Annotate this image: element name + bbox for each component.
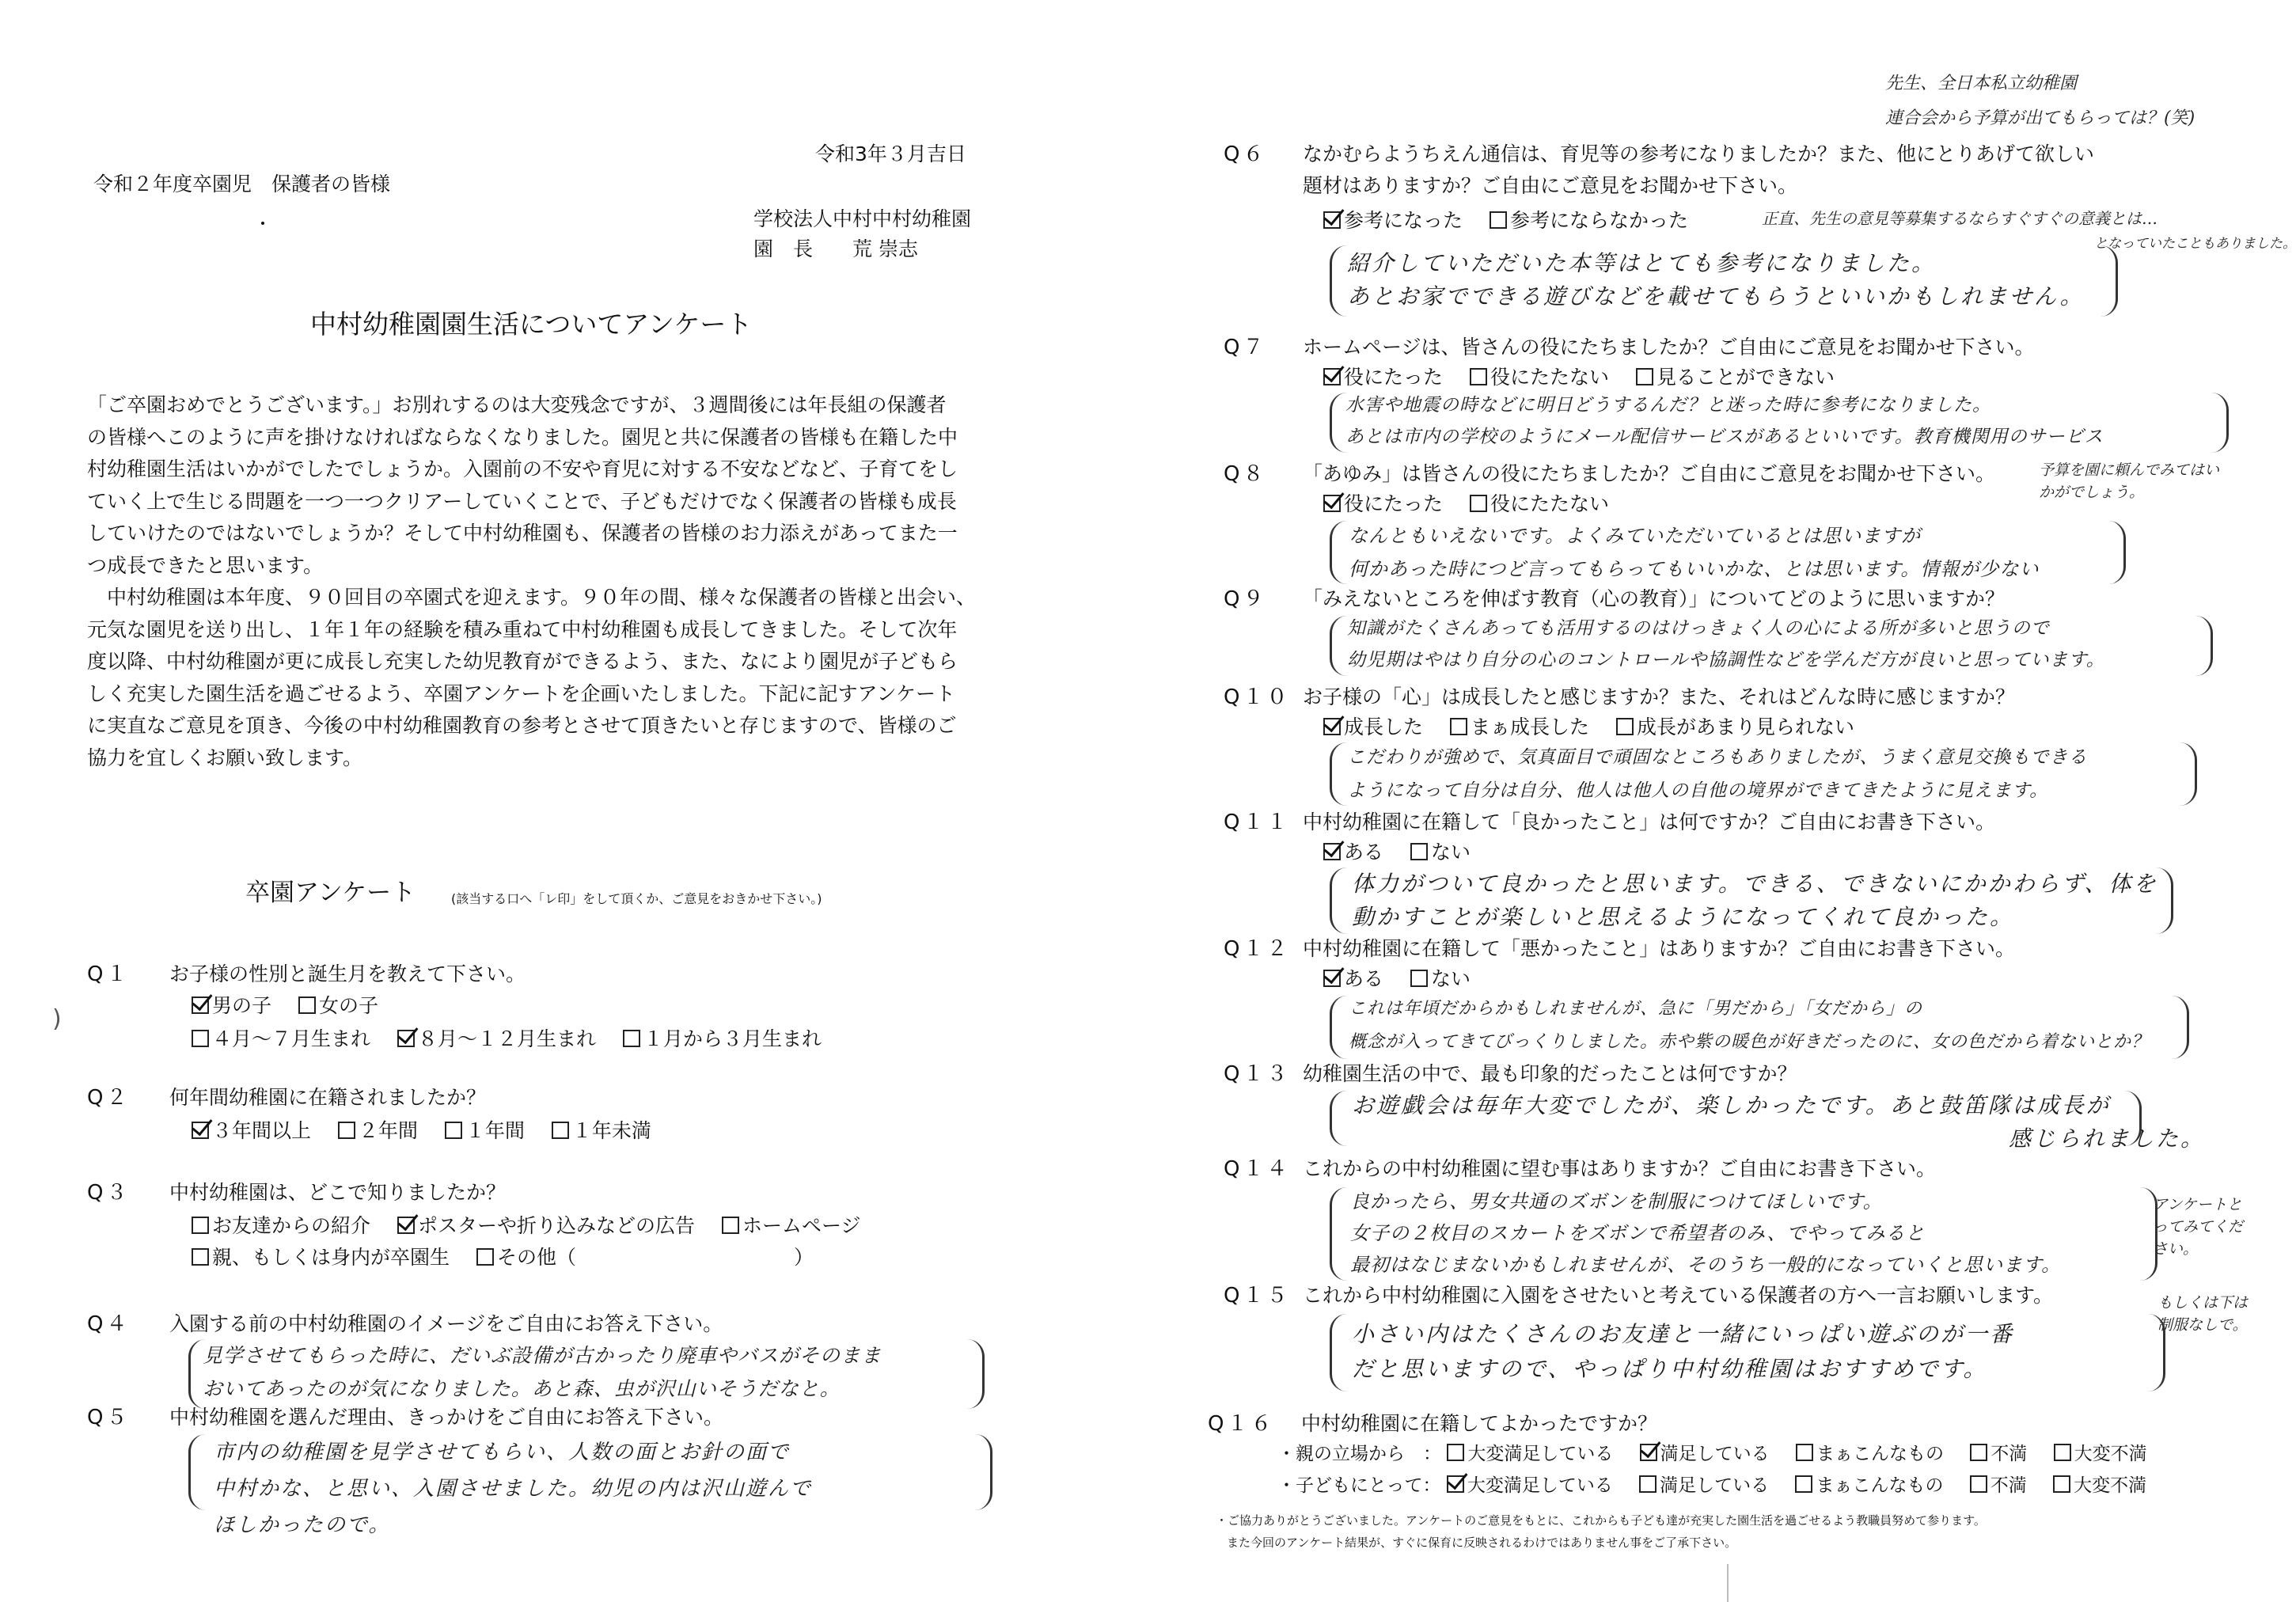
checkbox[interactable]: [1616, 718, 1634, 735]
checkbox[interactable]: [722, 1217, 739, 1234]
q10-answer: こだわりが強めで、気真面目で頑固なところもありましたが、うまく意見交換もできる ようになって自分は自分、他人は他人の自他の境界ができてきたように見えます。: [1347, 747, 2088, 801]
checked-checkbox[interactable]: [1323, 368, 1341, 385]
q16-parent-label: ・親の立場から ：: [1277, 1444, 1441, 1464]
q7-number: Q７: [1224, 336, 1267, 359]
top-handwritten-note: 先生、全日本私立幼稚園 連合会から予算が出てもらっては？(笑): [1885, 74, 2195, 128]
principal: 園 長 荒 崇志: [753, 237, 918, 260]
q8-option[interactable]: 役にたった: [1323, 492, 1443, 516]
answer-line: 見学させてもらった時に、だいぶ設備が古かったり廃車やバスがそのまま: [203, 1344, 882, 1367]
q6-option[interactable]: 参考になった: [1323, 209, 1463, 233]
scan-speck: [261, 222, 264, 225]
q16-child-row: [1277, 1475, 2167, 1498]
q14-question: これからの中村幼稚園に望む事はありますか？ご自由にお書き下さい。: [1303, 1157, 1937, 1180]
q2-option[interactable]: １年間: [445, 1119, 525, 1143]
checked-checkbox[interactable]: [1323, 211, 1341, 229]
q10-question: お子様の「心」は成長したと感じますか？また、それはどんな時に感じますか？: [1303, 685, 2016, 708]
q10-number: Q１０: [1224, 685, 1291, 709]
q5-answer: [214, 1434, 812, 1543]
q13-question: 幼稚園生活の中で、最も印象的だったことは何ですか？: [1303, 1062, 1797, 1085]
checkbox[interactable]: [476, 1248, 494, 1266]
answer-line: ほしかったので。: [214, 1513, 391, 1537]
q6-options: [1323, 209, 1709, 233]
q8-options: [1323, 492, 1630, 516]
q13-answer: お遊戯会は毎年大変でしたが、楽しかったです。あと鼓笛隊は成長が 感じられました。: [1352, 1092, 2206, 1152]
checked-checkbox[interactable]: [1323, 843, 1341, 860]
q16-option[interactable]: まぁこんなもの: [1795, 1475, 1943, 1498]
q11-option[interactable]: ない: [1410, 841, 1471, 864]
left-page: [0, 0, 1137, 1602]
q15-question: これから中村幼稚園に入園をさせたいと考えている保護者の方へ一言お願いします。: [1303, 1284, 2054, 1307]
q7-option[interactable]: 役にたたない: [1470, 366, 1609, 389]
q10-option[interactable]: まぁ成長した: [1450, 716, 1589, 739]
checkbox[interactable]: [1470, 495, 1487, 512]
checkbox[interactable]: [192, 1030, 209, 1047]
checkbox[interactable]: [1410, 843, 1428, 860]
footer-note-2: また今回のアンケート結果が、すぐに保育に反映されるわけではありません事をご了承下さい。: [1227, 1536, 1737, 1550]
intro-line: ていく上で生じる問題を一つ一つクリアーしていくことで、子どもだけでなく保護者の皆様も成長: [87, 489, 957, 513]
q16-option[interactable]: 不満: [1970, 1475, 2027, 1498]
q3-options-row1: [192, 1214, 881, 1238]
q1-option[interactable]: ８月～１２月生まれ: [397, 1027, 596, 1051]
q7-options: [1323, 366, 1855, 389]
checkbox[interactable]: [1639, 1475, 1657, 1493]
q12-answer: これは年頃だからかもしれませんが、急に「男だから」「女だから」の 概念が入ってきてびっくりしました。赤や紫の暖色が好きだったのに、女の色だから着ないとか？: [1349, 999, 2150, 1052]
q16-number: Q１６: [1208, 1412, 1275, 1436]
q8-option[interactable]: 役にたたない: [1470, 492, 1609, 516]
q1-option[interactable]: ４月～７月生まれ: [192, 1027, 370, 1051]
checkbox[interactable]: [298, 997, 316, 1014]
intro-line: 村幼稚園生活はいかがでしたでしょうか。入園前の不安や育児に対する不安などなど、子育てをし: [87, 457, 958, 480]
q12-options: [1323, 967, 1491, 991]
q3-question: 中村幼稚園は、どこで知りましたか？: [169, 1181, 507, 1204]
footer-note-1: ・ご協力ありがとうございました。アンケートのご意見をもとに、これからも子ども達が充実した園生活を過ごせるよう教職員努めて参ります。: [1216, 1513, 1986, 1528]
q7-question: ホームページは、皆さんの役にたちましたか？ご自由にご意見をお聞かせ下さい。: [1303, 336, 2035, 359]
checked-checkbox[interactable]: [1323, 718, 1341, 735]
checked-checkbox[interactable]: [397, 1030, 415, 1047]
checked-checkbox[interactable]: [1447, 1475, 1464, 1493]
intro-line: 中村幼稚園は本年度、９０回目の卒園式を迎えます。９０年の間、様々な保護者の皆様と出会い、: [87, 586, 977, 609]
answer-line: 市内の幼稚園を見学させてもらい、人数の面とお針の面で: [214, 1441, 791, 1464]
q16-option[interactable]: 大変不満: [2054, 1444, 2147, 1466]
q3-option[interactable]: お友達からの紹介: [192, 1214, 370, 1238]
q16-option[interactable]: 大変満足している: [1447, 1444, 1613, 1466]
survey-section-title: 卒園アンケート: [245, 879, 416, 907]
q5-question: 中村幼稚園を選んだ理由、きっかけをご自由にお答え下さい。: [169, 1406, 724, 1429]
q2-number: Q２: [87, 1086, 131, 1110]
date: 令和3年３月吉日: [815, 142, 966, 165]
intro-line: 協力を宜しくお願い致します。: [87, 746, 363, 769]
q12-number: Q１２: [1224, 937, 1291, 961]
q13-number: Q１３: [1224, 1062, 1291, 1086]
q16-option[interactable]: 大変不満: [2053, 1475, 2146, 1498]
q2-question: 何年間幼稚園に在籍されましたか？: [169, 1086, 487, 1109]
q10-option[interactable]: 成長があまり見られない: [1616, 716, 1854, 739]
q15-answer: 小さい内はたくさんのお友達と一緒にいっぱい遊ぶのが一番 だと思いますので、やっぱり中村幼稚園はおすすめです。: [1352, 1321, 2015, 1382]
q16-option[interactable]: 不満: [1970, 1444, 2027, 1466]
intro-line: 「ご卒園おめでとうございます。」お別れするのは大変残念ですが、３週間後には年長組の保護者: [87, 393, 947, 416]
q8-number: Q８: [1224, 462, 1267, 486]
q6-option[interactable]: 参考にならなかった: [1490, 209, 1688, 233]
intro-line: に実直なご意見を頂き、今後の中村幼稚園教育の参考とさせて頂きたいと存じますので、皆様のご: [87, 714, 957, 737]
q5-number: Q５: [87, 1406, 131, 1429]
checkbox[interactable]: [1970, 1475, 1987, 1493]
answer-line: おいてあったのが気になりました。あと森、虫が沢山いそうだなと。: [203, 1377, 841, 1400]
intro-line: していけたのではないでしょうか？そして中村幼稚園も、保護者の皆様のお力添えがあってまた一: [87, 522, 958, 545]
q3-option[interactable]: 親、もしくは身内が卒園生: [192, 1246, 450, 1270]
q8-side-note: 予算を園に頼んでみてはいかがでしょう。: [2039, 461, 2220, 501]
intro-line: の皆様へこのように声を掛けなければならなくなりました。園児と共に保護者の皆様も在籍した中: [87, 425, 958, 449]
checkbox[interactable]: [192, 1217, 209, 1234]
intro-line: 元気な園児を送り出し、１年１年の経験を積み重ねて中村幼稚園も成長してきました。そして次年: [87, 617, 958, 641]
checkbox[interactable]: [1450, 718, 1467, 735]
q15-side-note: もしくは下は制服なしで。: [2157, 1294, 2249, 1334]
q2-option[interactable]: １年未満: [552, 1119, 651, 1143]
q16-parent-row: [1277, 1444, 2168, 1466]
q1-option[interactable]: １月から３月生まれ: [623, 1027, 822, 1051]
q2-option[interactable]: ２年間: [338, 1119, 418, 1143]
checked-checkbox[interactable]: [1640, 1444, 1657, 1461]
q16-option[interactable]: 大変満足している: [1447, 1475, 1613, 1498]
q1-number: Q１: [87, 962, 131, 986]
q6-question-line2: 題材はありますか？ご自由にご意見をお聞かせ下さい。: [1303, 174, 1798, 197]
q8-answer: なんともいえないです。よくみていただいているとは思いますが 何かあった時につど言ってもらってもいいかな、とは思います。情報が少ない: [1349, 525, 2040, 580]
q9-number: Q９: [1224, 587, 1267, 611]
intro-line: つ成長できたと思います。: [87, 553, 324, 577]
q3-number: Q３: [87, 1181, 131, 1205]
checked-checkbox[interactable]: [397, 1217, 415, 1234]
checked-checkbox[interactable]: [192, 997, 209, 1014]
q15-number: Q１５: [1224, 1284, 1291, 1308]
org-name: 学校法人中村中村幼稚園: [753, 207, 972, 230]
q4-question: 入園する前の中村幼稚園のイメージをご自由にお答え下さい。: [169, 1312, 723, 1335]
q9-answer: 知識がたくさんあっても活用するのはけっきょく人の心による所が多いと思うので 幼児期はやはり自分の心のコントロールや協調性などを学んだ方が良いと思っています。: [1347, 618, 2105, 670]
q12-option[interactable]: ない: [1410, 967, 1471, 991]
q11-option[interactable]: ある: [1323, 841, 1383, 864]
checkbox[interactable]: [552, 1122, 569, 1139]
scan-mark: ): [52, 1005, 62, 1033]
q10-option[interactable]: 成長した: [1323, 716, 1423, 739]
checkbox[interactable]: [623, 1030, 640, 1047]
q16-option[interactable]: まぁこんなもの: [1796, 1444, 1944, 1466]
checkbox[interactable]: [2054, 1444, 2071, 1461]
q11-answer: 体力がついて良かったと思います。できる、できないにかかわらず、体を 動かすことが楽しいと思えるようになってくれて良かった。: [1352, 871, 2158, 930]
q3-options-row2: [192, 1246, 834, 1270]
right-page: [1137, 0, 2296, 1602]
q1-gender-options: [192, 994, 399, 1018]
q7-option[interactable]: 役にたった: [1323, 366, 1443, 389]
q11-question: 中村幼稚園に在籍して「良かったこと」は何ですか？ご自由にお書き下さい。: [1303, 810, 1996, 833]
q6-number: Q６: [1224, 142, 1267, 166]
q16-option[interactable]: 満足している: [1640, 1444, 1770, 1466]
q14-number: Q１４: [1224, 1157, 1291, 1181]
intro-line: しく充実した園生活を過ごせるよう、卒園アンケートを企画いたしました。下記に記すアンケート: [87, 681, 956, 705]
checkbox[interactable]: [1796, 1444, 1813, 1461]
q16-question: 中村幼稚園に在籍してよかったですか？: [1301, 1412, 1658, 1435]
q3-option[interactable]: その他（ ）: [476, 1246, 814, 1270]
q4-answer: [203, 1339, 882, 1406]
q1-option[interactable]: 男の子: [192, 994, 271, 1018]
q9-question: 「みえないところを伸ばす教育（心の教育）」についてどのように思いますか？: [1303, 587, 2006, 610]
checkbox[interactable]: [1447, 1444, 1464, 1461]
q11-number: Q１１: [1224, 810, 1291, 834]
q6-question-line1: なかむらようちえん通信は、育児等の参考になりましたか？また、他にとりあげて欲しい: [1303, 142, 2095, 165]
answer-line: 中村かな、と思い、入園させました。幼児の内は沢山遊んで: [214, 1477, 813, 1501]
checkbox[interactable]: [1636, 368, 1653, 385]
q7-option[interactable]: 見ることができない: [1636, 366, 1835, 389]
checkbox[interactable]: [1795, 1475, 1812, 1493]
q1-month-options: [192, 1027, 842, 1051]
q12-question: 中村幼稚園に在籍して「悪かったこと」はありますか？ご自由にお書き下さい。: [1303, 937, 2016, 960]
checked-checkbox[interactable]: [1323, 970, 1341, 987]
scan-fold-line: [1727, 1564, 1729, 1602]
q16-option[interactable]: 満足している: [1639, 1475, 1769, 1498]
q14-side-note: アンケートとってみてください。: [2153, 1196, 2244, 1258]
q11-options: [1323, 841, 1491, 864]
survey-instruction: (該当する口へ「レ印」をして頂くか、ご意見をおきかせ下さい。): [451, 891, 822, 906]
checkbox[interactable]: [1490, 211, 1507, 229]
checkbox[interactable]: [1970, 1444, 1987, 1461]
q12-option[interactable]: ある: [1323, 967, 1383, 991]
intro-line: 度以降、中村幼稚園が更に成長し充実した幼児教育ができるよう、また、なにより園児が子どもら: [87, 650, 958, 673]
q3-option[interactable]: ポスターや折り込みなどの広告: [397, 1214, 695, 1238]
intro-text: [87, 389, 976, 774]
q8-question: 「あゆみ」は皆さんの役にたちましたか？ご自由にご意見をお聞かせ下さい。: [1303, 462, 1996, 485]
addressee: 令和２年度卒園児 保護者の皆様: [93, 173, 391, 196]
q6-side-note: 正直、先生の意見等募集するならすぐすぐの意義とは…: [1762, 209, 2157, 228]
q14-answer: 良かったら、男女共通のズボンを制服につけてほしいです。 女子の２枚目のスカートをズボンで希望者のみ、でやってみると 最初はなじまないかもしれませんが、そのうち一般的になっていくと思います。: [1350, 1190, 2062, 1276]
q16-child-label: ・子どもにとって：: [1277, 1475, 1441, 1496]
q6-answer: 紹介していただいた本等はとても参考になりました。 あとお家でできる遊びなどを載せてもらうといいかもしれません。: [1347, 250, 2085, 309]
checkbox[interactable]: [1410, 970, 1428, 987]
checkbox[interactable]: [2053, 1475, 2070, 1493]
checkbox[interactable]: [1470, 368, 1487, 385]
checkbox[interactable]: [338, 1122, 355, 1139]
q4-number: Q４: [87, 1312, 131, 1336]
q2-options: [192, 1119, 672, 1143]
q1-option[interactable]: 女の子: [298, 994, 378, 1018]
checked-checkbox[interactable]: [192, 1122, 209, 1139]
checked-checkbox[interactable]: [1323, 495, 1341, 512]
q7-answer: 水害や地震の時などに明日どうするんだ？と迷った時に参考になりました。 あとは市内の学校のようにメール配信サービスがあるといいです。教育機関用のサービス: [1345, 395, 2104, 447]
q10-options: [1323, 716, 1875, 739]
q1-question: お子様の性別と誕生月を教えて下さい。: [169, 962, 526, 985]
q3-option[interactable]: ホームページ: [722, 1214, 861, 1238]
survey-main-title: 中村幼稚園園生活についてアンケート: [310, 309, 753, 340]
checkbox[interactable]: [192, 1248, 209, 1266]
q6-side-note-2: となっていたこともありました。: [2094, 236, 2296, 252]
q2-option[interactable]: ３年間以上: [192, 1119, 311, 1143]
checkbox[interactable]: [445, 1122, 462, 1139]
